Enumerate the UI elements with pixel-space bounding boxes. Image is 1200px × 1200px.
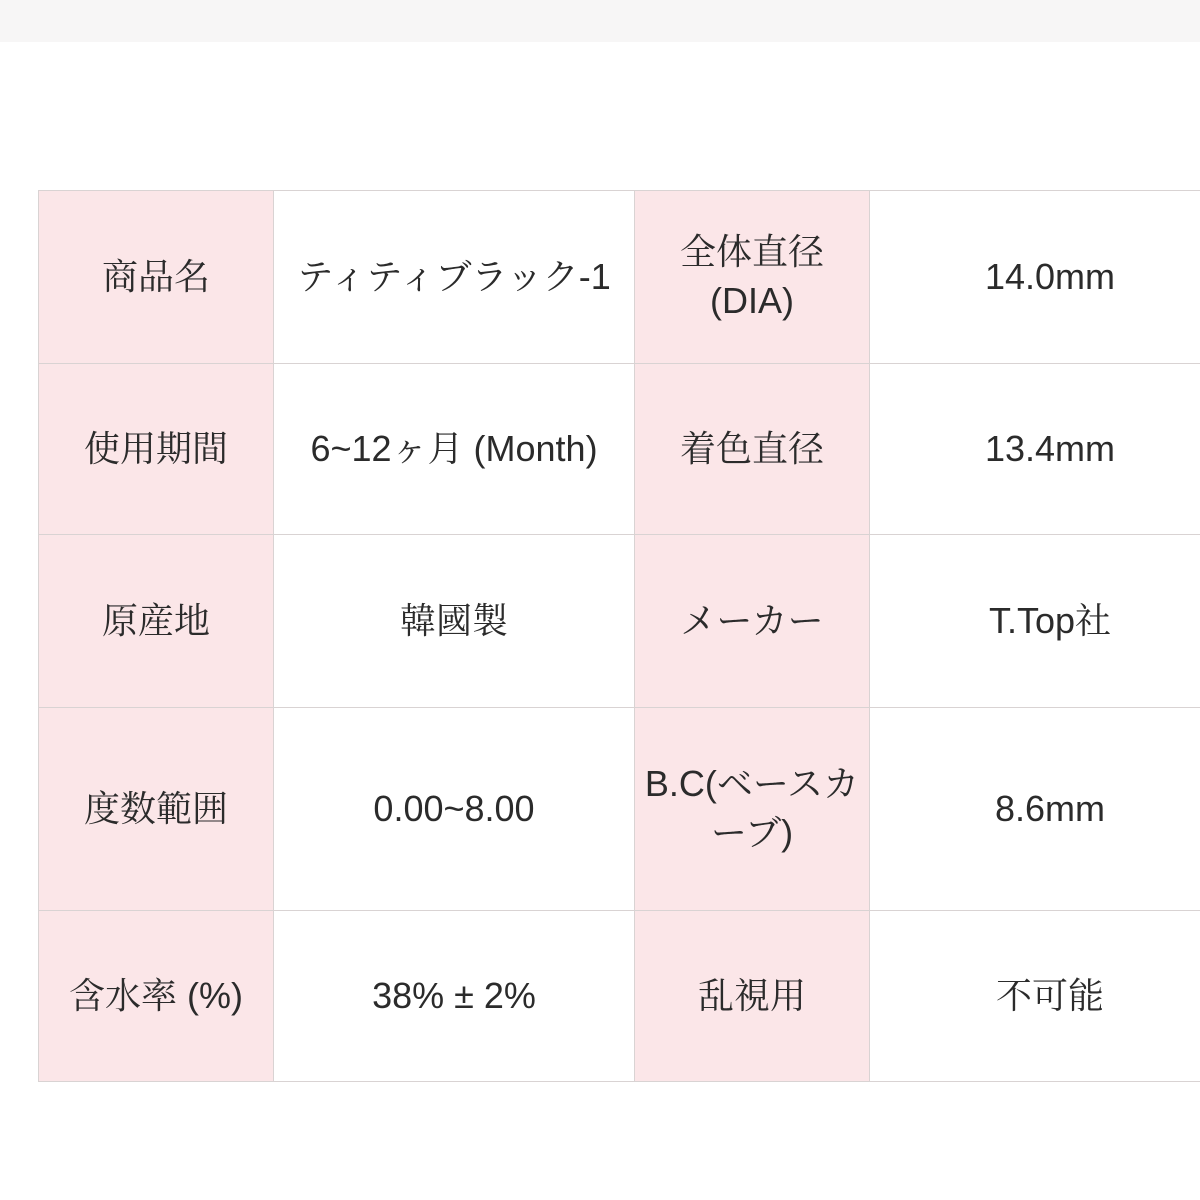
spec-value: 8.6mm: [870, 708, 1200, 911]
spec-label: 商品名: [39, 191, 274, 364]
spec-label: 原産地: [39, 535, 274, 708]
table-row: [39, 191, 1200, 364]
spec-label: 全体直径 (DIA): [635, 191, 870, 364]
table-row: [39, 364, 1200, 535]
spec-label: 着色直径: [635, 364, 870, 535]
table-row: [39, 535, 1200, 708]
spec-value: ティティブラック-1: [274, 191, 635, 364]
spec-value: 韓國製: [274, 535, 635, 708]
spec-label: 度数範囲: [39, 708, 274, 911]
spec-label: B.C(ベースカーブ): [635, 708, 870, 911]
product-spec-table: [38, 190, 1200, 1082]
spec-value: 14.0mm: [870, 191, 1200, 364]
product-spec-table-container: [38, 190, 1162, 1082]
table-row: [39, 911, 1200, 1082]
top-background-band: [0, 0, 1200, 42]
spec-label: 乱視用: [635, 911, 870, 1082]
spec-label: 使用期間: [39, 364, 274, 535]
spec-value: 不可能: [870, 911, 1200, 1082]
spec-value: T.Top社: [870, 535, 1200, 708]
spec-value: 6~12ヶ月 (Month): [274, 364, 635, 535]
spec-value: 38% ± 2%: [274, 911, 635, 1082]
spec-value: 0.00~8.00: [274, 708, 635, 911]
spec-label: 含水率 (%): [39, 911, 274, 1082]
spec-label: メーカー: [635, 535, 870, 708]
table-row: [39, 708, 1200, 911]
spec-value: 13.4mm: [870, 364, 1200, 535]
